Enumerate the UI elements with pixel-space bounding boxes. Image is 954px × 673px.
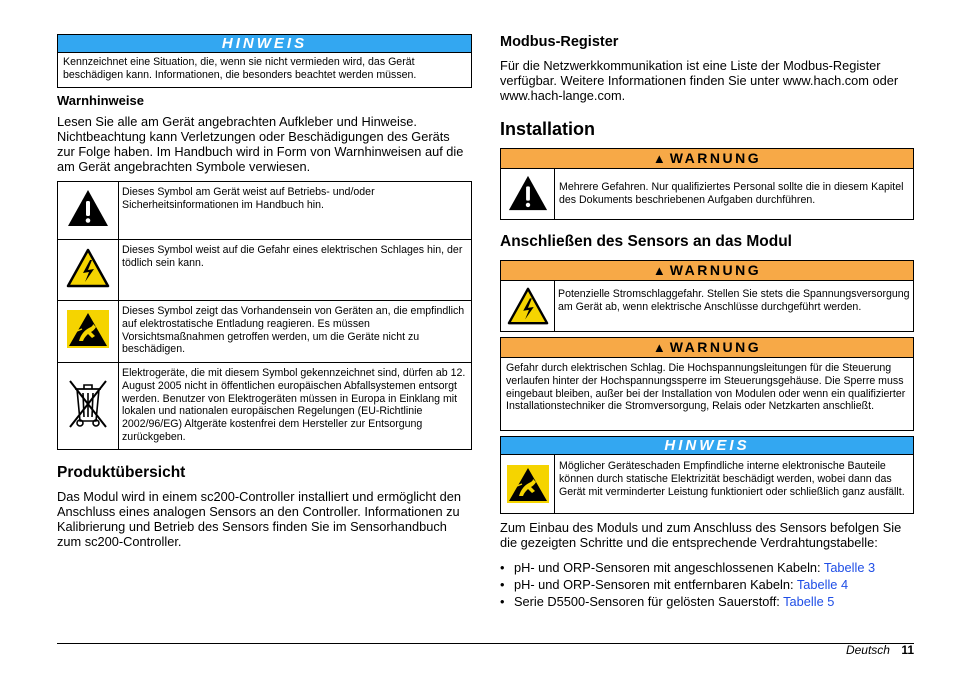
footer-rule <box>57 643 914 644</box>
symbol-text: Dieses Symbol am Gerät weist auf Betriebs- und/oder Sicherheitsinformationen im Handbuch hin. <box>119 182 472 240</box>
weee-bin-icon <box>66 418 110 435</box>
symbol-row <box>58 301 472 363</box>
installation-heading: Installation <box>500 119 596 139</box>
warning-text: Mehrere Gefahren. Nur qualifiziertes Personal sollte die in diesem Kapitel des Dokuments beschriebenen Aufgaben durchführen. <box>559 181 904 206</box>
list-item: • pH- und ORP-Sensoren mit angeschlossenen Kabeln: Tabelle 3 <box>500 560 876 575</box>
warning-triangle-icon <box>507 173 549 218</box>
warning-header: ▲ WARNUNG <box>501 338 913 358</box>
warning-triangle-icon <box>66 215 110 232</box>
warning-header: ▲ WARNUNG <box>501 261 913 281</box>
warning-text: Potenzielle Stromschlaggefahr. Stellen Sie stets die Spannungsversorgung am Gerät ab, wenn elektrische Anschlüsse durchgeführt werden. <box>558 288 910 313</box>
warnhinweise-heading: Warnhinweise <box>57 93 144 108</box>
electric-shock-icon <box>507 286 549 331</box>
symbol-row <box>58 182 472 240</box>
page-footer <box>846 643 914 657</box>
esd-icon <box>66 336 110 353</box>
sensor-table-list <box>500 559 914 610</box>
warning-small-icon: ▲ <box>652 340 666 355</box>
symbol-table <box>57 181 472 450</box>
warning-small-icon: ▲ <box>652 263 666 278</box>
symbol-text: Dieses Symbol zeigt das Vorhandensein von Geräten an, die empfindlich auf elektrostatische Entladung reagieren. Es müssen Vorsichtsmaßnahmen getroffen werden, um die Geräte nicht zu beschädigen. <box>119 301 472 363</box>
symbol-text: Elektrogeräte, die mit diesem Symbol gekennzeichnet sind, dürfen ab 12. August 2005 nicht in öffentlichen europäischen Abfallsystemen entsorgt werden. Benutzer von Elektrogeräten müssen in Europa in Einklang mit lokalen und nationalen europäischen Regelungen (EU-Richtlinie 2002/96/EG) Altgeräte kostenfrei dem Hersteller zur Entsorgung zurückgeben. <box>119 363 472 450</box>
note-header: HINWEIS <box>501 437 913 455</box>
link-tabelle-4[interactable]: Tabelle 4 <box>796 577 849 592</box>
warning-header: ▲ WARNUNG <box>501 149 913 169</box>
modbus-text: Für die Netzwerkkommunikation ist eine Liste der Modbus-Register verfügbar. Weitere Informationen finden Sie unter www.hach.com oder www.hach-lange.com. <box>500 58 899 103</box>
warnhinweise-text: Lesen Sie alle am Gerät angebrachten Aufkleber und Hinweise. Nichtbeachtung kann Verletzungen oder Beschädigungen des Geräts zur Folge haben. Im Handbuch wird in Form von Warnhinweisen auf die am Gerät angebrachten Symbole verwiesen. <box>57 114 464 174</box>
warning-box <box>500 260 914 332</box>
warning-text: Gefahr durch elektrischen Schlag. Die Hochspannungsleitungen für die Steuerung verlaufen hinter der Hochspannungssperre im Steuerungsgehäuse. Die Sperre muss eingebaut bleiben, außer bei der Installation von Modulen oder wenn ein qualifizierter Installationstechniker die Stromversorgung, Relais oder Netzkarten anschließt. <box>506 362 906 413</box>
produkt-heading: Produktübersicht <box>57 464 186 481</box>
warning-small-icon: ▲ <box>652 151 666 166</box>
note-text: Möglicher Geräteschaden Empfindliche interne elektronische Bauteile können durch statische Elektrizität beschädigt werden, wobei dann das Gerät mit verminderter Leistung funktioniert oder schließlich ganz ausfällt. <box>559 460 905 498</box>
warning-box <box>500 148 914 220</box>
install-intro-text: Zum Einbau des Moduls und zum Anschluss des Sensors befolgen Sie die gezeigten Schritte und die entsprechende Verdrahtungstabelle: <box>500 520 902 550</box>
symbol-row <box>58 363 472 450</box>
list-item: • pH- und ORP-Sensoren mit entfernbaren Kabeln: Tabelle 4 <box>500 577 849 592</box>
electric-shock-icon <box>66 275 110 292</box>
note-box-hinweis <box>500 436 914 514</box>
note-text: Kennzeichnet eine Situation, die, wenn sie nicht vermieden wird, das Gerät beschädigen kann. Informationen, die besonders beachtet werden müssen. <box>63 56 417 81</box>
note-header: HINWEIS <box>58 35 471 53</box>
anschliessen-heading: Anschließen des Sensors an das Modul <box>500 233 792 250</box>
symbol-text: Dieses Symbol weist auf die Gefahr eines elektrischen Schlages hin, der tödlich sein kann. <box>119 240 472 301</box>
symbol-row <box>58 240 472 301</box>
modbus-heading: Modbus-Register <box>500 34 619 50</box>
warning-box <box>500 337 914 431</box>
page-number: 11 <box>901 643 914 657</box>
produkt-text: Das Modul wird in einem sc200-Controller installiert und ermöglicht den Anschluss eines analogen Sensors an den Controller. Informationen zu Kalibrierung und Betrieb des Sensors finden Sie im Sensorhandbuch zum sc200-Controller. <box>57 489 461 549</box>
link-tabelle-5[interactable]: Tabelle 5 <box>783 594 835 609</box>
note-box-hinweis <box>57 34 472 88</box>
list-item: • Serie D5500-Sensoren für gelösten Sauerstoff: Tabelle 5 <box>500 594 835 609</box>
footer-language: Deutsch <box>845 643 890 657</box>
link-tabelle-3[interactable]: Tabelle 3 <box>823 560 876 575</box>
esd-icon <box>506 464 550 509</box>
